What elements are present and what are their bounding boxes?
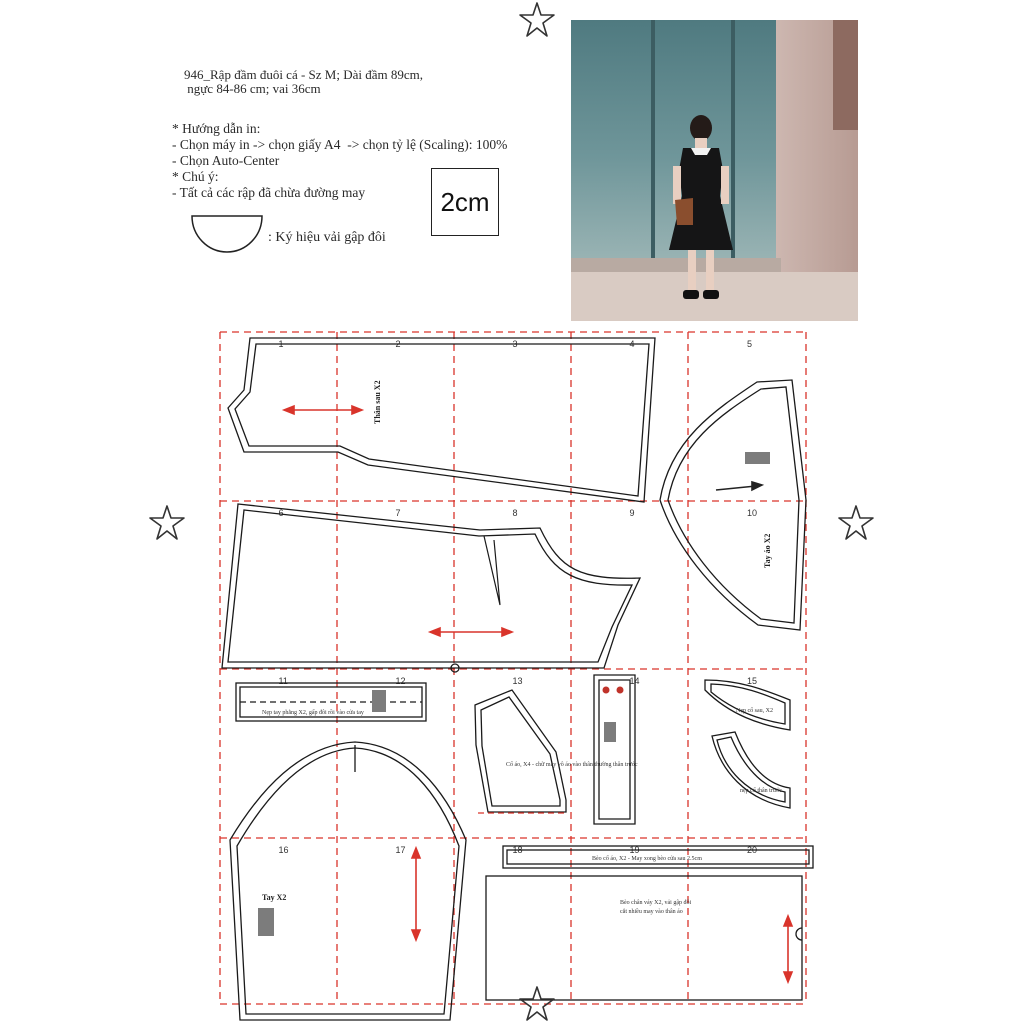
collar-piece	[475, 690, 568, 813]
star-outline-icon	[517, 984, 557, 1024]
pattern-title-line-1: 946_Rập đầm đuôi cá - Sz M; Dài đầm 89cm,	[184, 67, 424, 82]
tag-sticker	[745, 452, 770, 464]
skirt-sub-label: cắt nhiều may vào thân áo	[620, 909, 683, 915]
page-number: 17	[395, 845, 406, 855]
page-number: 16	[278, 845, 289, 855]
page-number: 13	[512, 676, 523, 686]
skirt-ruffle-piece	[486, 876, 802, 1000]
pattern-title-line-2: ngực 84-86 cm; vai 36cm	[184, 81, 321, 96]
page-number: 19	[629, 845, 640, 855]
star-outline-icon	[147, 503, 187, 543]
page-number: 10	[747, 508, 758, 518]
sleeve-label: Tay X2	[262, 893, 287, 902]
page-number: 1	[278, 339, 284, 349]
tag-sticker	[604, 722, 616, 742]
page-number: 8	[512, 508, 518, 518]
binding-label: Nẹp tay phẳng X2, gấp đôi rồi vào cửa tay	[262, 710, 364, 716]
sleeve-piece	[230, 742, 466, 1020]
page-number: 20	[747, 845, 758, 855]
page-number: 6	[278, 508, 284, 518]
page-number: 5	[747, 339, 753, 349]
grainline-arrow-sleeve	[412, 848, 420, 940]
instruction-line: * Chú ý:	[172, 169, 219, 184]
collar-label: Cổ áo, X4 - chữ may vô áo vào thân thường thân trước	[506, 762, 638, 768]
star-outline-icon	[836, 503, 876, 543]
front-neck-facing-piece	[712, 732, 790, 808]
page-number: 2	[395, 339, 401, 349]
grainline-arrow-front	[430, 628, 512, 636]
skirt-label: Bèo chân váy X2, vải gập đôi	[620, 900, 692, 906]
back-neck-facing-piece	[705, 680, 790, 730]
front-facing-label: nẹp cổ thân trước	[740, 788, 782, 794]
instruction-line: - Tất cả các rập đã chừa đường may	[172, 185, 366, 200]
tag-sticker	[372, 690, 386, 712]
tag-sticker	[258, 908, 274, 936]
back-facing-label: Nẹp cổ sau, X2	[736, 708, 773, 714]
page-number: 11	[278, 676, 288, 686]
page-number: 3	[512, 339, 518, 349]
sleeve-cap-piece	[660, 380, 806, 630]
page-number: 9	[629, 508, 635, 518]
grainline-arrow-skirt	[784, 916, 792, 982]
grainline-arrow-back	[284, 406, 362, 414]
page-number: 18	[512, 845, 523, 855]
instruction-line: - Chọn máy in -> chọn giấy A4 -> chọn tỷ lệ (Scaling): 100%	[172, 137, 508, 152]
ruffle-band-label: Bèo cổ áo, X2 - May xong bèo cửa sau 2.5cm	[592, 856, 702, 862]
back-bodice-piece	[228, 338, 655, 502]
sleeve-cap-label: Tay áo X2	[763, 533, 772, 568]
page-number: 7	[395, 508, 401, 518]
page-number: 15	[747, 676, 758, 686]
front-bodice-piece	[222, 504, 640, 672]
star-outline-icon	[517, 0, 557, 40]
scale-reference-label: 2cm	[440, 186, 490, 217]
instruction-line: - Chọn Auto-Center	[172, 153, 280, 168]
button-placket-piece	[594, 675, 635, 824]
fold-legend-label: : Ký hiệu vải gập đôi	[268, 230, 386, 245]
page-number: 14	[629, 676, 640, 686]
instruction-line: * Hướng dẫn in:	[172, 121, 261, 136]
page-number: 12	[395, 676, 406, 686]
page-number: 4	[629, 339, 635, 349]
grainline-arrow-sleeve-cap	[716, 482, 762, 490]
back-bodice-label: Thân sau X2	[373, 380, 382, 424]
